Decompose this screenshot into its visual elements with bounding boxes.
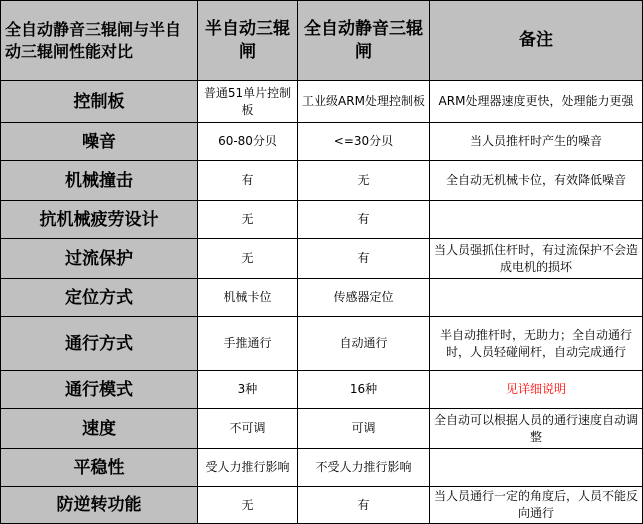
row-feature: 通行方式 xyxy=(1,317,198,371)
row-semi-auto-value: 有 xyxy=(198,161,298,201)
row-semi-auto-value: 无 xyxy=(198,239,298,279)
header-feature: 全自动静音三辊闸与半自动三辊闸性能对比 xyxy=(1,1,198,81)
table-row xyxy=(1,201,643,239)
row-remarks: 全自动可以根据人员的通行速度自动调整 xyxy=(430,409,643,449)
row-full-auto-value: 有 xyxy=(298,201,430,239)
row-full-auto-value: 工业级ARM处理控制板 xyxy=(298,81,430,123)
row-semi-auto-value: 无 xyxy=(198,487,298,524)
row-semi-auto-value: 手推通行 xyxy=(198,317,298,371)
row-semi-auto-value: 机械卡位 xyxy=(198,279,298,317)
table-row xyxy=(1,487,643,524)
row-feature: 平稳性 xyxy=(1,449,198,487)
row-feature: 抗机械疲劳设计 xyxy=(1,201,198,239)
row-feature: 定位方式 xyxy=(1,279,198,317)
row-remarks: 半自动推杆时，无助力；全自动通行时，人员轻碰闸杆，自动完成通行 xyxy=(430,317,643,371)
row-full-auto-value: 传感器定位 xyxy=(298,279,430,317)
row-remarks: ARM处理器速度更快，处理能力更强 xyxy=(430,81,643,123)
table-row xyxy=(1,81,643,123)
table-row xyxy=(1,123,643,161)
row-remarks xyxy=(430,449,643,487)
row-full-auto-value: <=30分贝 xyxy=(298,123,430,161)
row-full-auto-value: 16种 xyxy=(298,371,430,409)
table-row xyxy=(1,449,643,487)
row-feature: 防逆转功能 xyxy=(1,487,198,524)
row-full-auto-value: 自动通行 xyxy=(298,317,430,371)
row-feature: 速度 xyxy=(1,409,198,449)
row-remarks xyxy=(430,279,643,317)
row-semi-auto-value: 3种 xyxy=(198,371,298,409)
header-remarks: 备注 xyxy=(430,1,643,81)
table-row xyxy=(1,161,643,201)
row-semi-auto-value: 普通51单片控制板 xyxy=(198,81,298,123)
header-semi-auto: 半自动三辊闸 xyxy=(198,1,298,81)
row-semi-auto-value: 不可调 xyxy=(198,409,298,449)
row-full-auto-value: 无 xyxy=(298,161,430,201)
row-feature: 噪音 xyxy=(1,123,198,161)
row-remarks: 当人员通行一定的角度后，人员不能反向通行 xyxy=(430,487,643,524)
row-feature: 控制板 xyxy=(1,81,198,123)
table-row xyxy=(1,409,643,449)
table-row xyxy=(1,239,643,279)
row-semi-auto-value: 60-80分贝 xyxy=(198,123,298,161)
row-feature: 过流保护 xyxy=(1,239,198,279)
row-full-auto-value: 有 xyxy=(298,239,430,279)
header-full-auto: 全自动静音三辊闸 xyxy=(298,1,430,81)
row-semi-auto-value: 受人力推行影响 xyxy=(198,449,298,487)
row-full-auto-value: 可调 xyxy=(298,409,430,449)
row-remarks: 当人员推杆时产生的噪音 xyxy=(430,123,643,161)
row-remarks xyxy=(430,201,643,239)
table-header-row xyxy=(1,1,643,81)
table-row xyxy=(1,317,643,371)
row-feature: 机械撞击 xyxy=(1,161,198,201)
row-remarks: 当人员强抓住杆时，有过流保护不会造成电机的损坏 xyxy=(430,239,643,279)
row-remarks: 全自动无机械卡位，有效降低噪音 xyxy=(430,161,643,201)
row-full-auto-value: 不受人力推行影响 xyxy=(298,449,430,487)
see-details-note: 见详细说明 xyxy=(430,371,643,409)
row-semi-auto-value: 无 xyxy=(198,201,298,239)
table-row xyxy=(1,279,643,317)
row-feature: 通行模式 xyxy=(1,371,198,409)
row-full-auto-value: 有 xyxy=(298,487,430,524)
table-row xyxy=(1,371,643,409)
